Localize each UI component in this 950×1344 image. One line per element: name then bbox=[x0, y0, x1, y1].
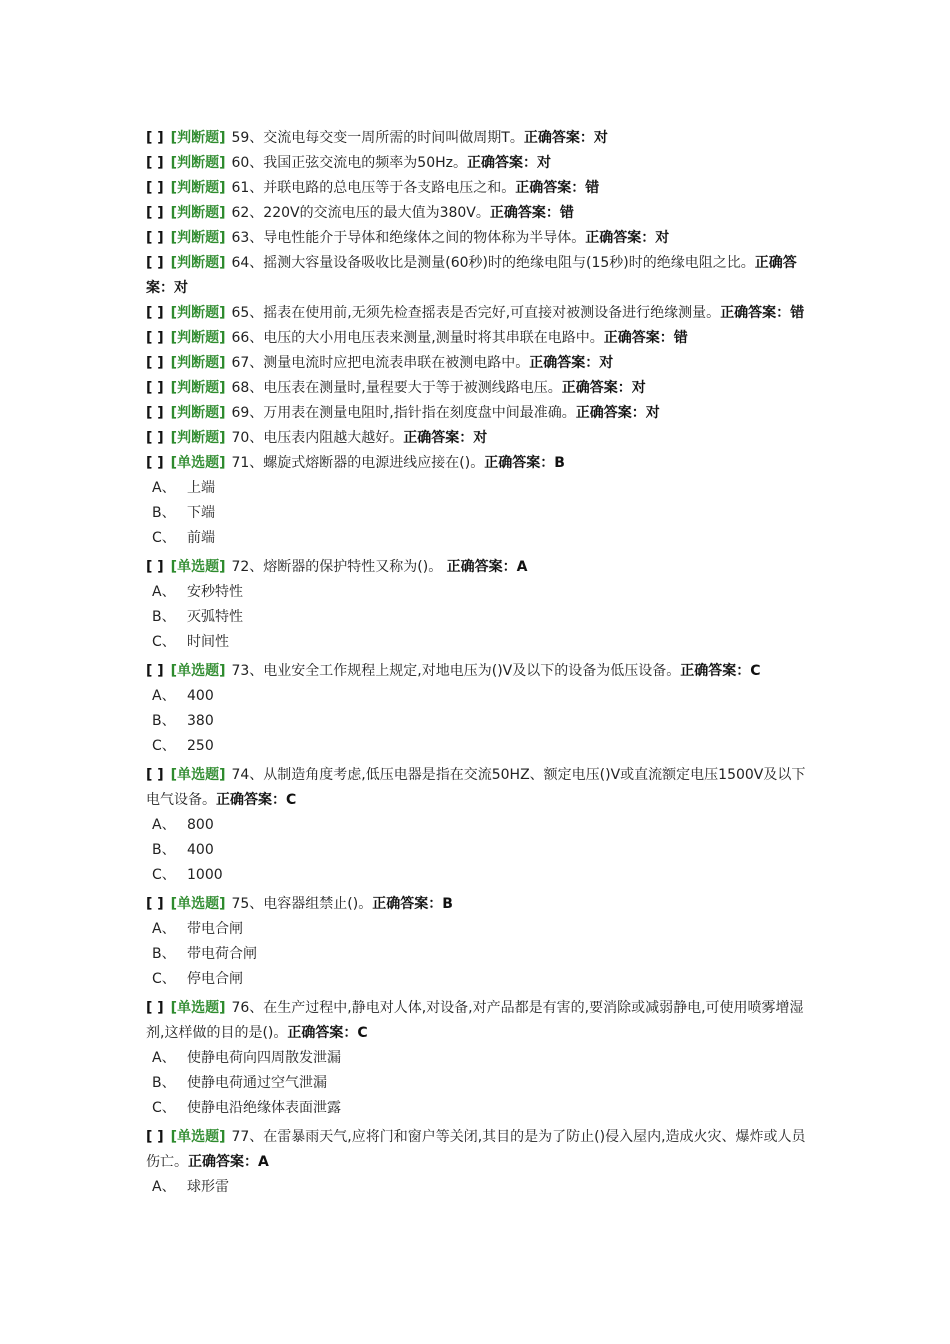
answer-label: 正确答案： bbox=[720, 305, 791, 321]
answer-value: C bbox=[286, 792, 297, 808]
answer-value: 对 bbox=[536, 155, 551, 171]
option-list bbox=[146, 1175, 810, 1200]
answer-label: 正确答案： bbox=[446, 559, 517, 575]
question-type-tag: [判断题] bbox=[170, 430, 226, 446]
question-type-tag: [判断题] bbox=[170, 355, 226, 371]
question-item bbox=[146, 659, 810, 684]
question-item bbox=[146, 763, 810, 813]
question-type-tag: [判断题] bbox=[170, 255, 226, 271]
option-letter: C、 bbox=[152, 971, 176, 987]
question-item bbox=[146, 151, 810, 176]
option-item bbox=[146, 605, 810, 630]
answer-value: 对 bbox=[655, 230, 670, 246]
answer-value: 对 bbox=[645, 405, 660, 421]
option-item bbox=[146, 1175, 810, 1200]
option-text: 带电荷合闸 bbox=[187, 946, 257, 962]
answer-checkbox[interactable]: [ ] bbox=[146, 767, 164, 783]
question-type-tag: [单选题] bbox=[170, 663, 226, 679]
option-text: 250 bbox=[187, 738, 214, 754]
question-text: 76、在生产过程中,静电对人体,对设备,对产品都是有害的,要消除或减弱静电,可使用喷雾增湿剂,这样做的目的是()。 bbox=[146, 1000, 804, 1041]
answer-value: C bbox=[357, 1025, 368, 1041]
answer-checkbox[interactable]: [ ] bbox=[146, 255, 164, 271]
option-item bbox=[146, 967, 810, 992]
option-text: 使静电荷向四周散发泄漏 bbox=[187, 1050, 341, 1066]
question-text: 61、并联电路的总电压等于各支路电压之和。 bbox=[231, 180, 516, 196]
question-text: 77、在雷暴雨天气,应将门和窗户等关闭,其目的是为了防止()侵入屋内,造成火灾、爆炸或人员伤亡。 bbox=[146, 1129, 806, 1170]
answer-label: 正确答案： bbox=[603, 330, 674, 346]
answer-value: C bbox=[750, 663, 761, 679]
option-list bbox=[146, 917, 810, 992]
question-type-tag: [单选题] bbox=[170, 1129, 226, 1145]
choice-question bbox=[146, 451, 810, 551]
answer-value: B bbox=[442, 896, 453, 912]
question-type-tag: [判断题] bbox=[170, 305, 226, 321]
option-text: 前端 bbox=[187, 530, 215, 546]
option-item bbox=[146, 580, 810, 605]
option-letter: B、 bbox=[152, 1075, 176, 1091]
option-list bbox=[146, 1046, 810, 1121]
option-item bbox=[146, 1046, 810, 1071]
question-item bbox=[146, 451, 810, 476]
option-text: 使静电荷通过空气泄漏 bbox=[187, 1075, 327, 1091]
answer-label: 正确答案： bbox=[484, 455, 555, 471]
option-text: 灭弧特性 bbox=[187, 609, 243, 625]
option-item bbox=[146, 526, 810, 551]
choice-question bbox=[146, 996, 810, 1121]
answer-label: 正确答案： bbox=[523, 130, 594, 146]
option-item bbox=[146, 838, 810, 863]
option-item bbox=[146, 917, 810, 942]
option-item bbox=[146, 1071, 810, 1096]
question-text: 67、测量电流时应把电流表串联在被测电路中。 bbox=[231, 355, 530, 371]
answer-value: 对 bbox=[473, 430, 488, 446]
question-text: 73、电业安全工作规程上规定,对地电压为()V及以下的设备为低压设备。 bbox=[231, 663, 681, 679]
answer-checkbox[interactable]: [ ] bbox=[146, 430, 164, 446]
answer-value: 对 bbox=[174, 280, 188, 296]
question-item bbox=[146, 251, 810, 301]
option-text: 下端 bbox=[187, 505, 215, 521]
question-type-tag: [单选题] bbox=[170, 767, 226, 783]
option-text: 使静电沿绝缘体表面泄露 bbox=[187, 1100, 341, 1116]
question-type-tag: [单选题] bbox=[170, 1000, 226, 1016]
answer-label: 正确答案： bbox=[216, 792, 286, 808]
option-letter: C、 bbox=[152, 867, 176, 883]
choice-question bbox=[146, 659, 810, 759]
question-type-tag: [判断题] bbox=[170, 155, 226, 171]
answer-value: 错 bbox=[790, 305, 805, 321]
answer-checkbox[interactable]: [ ] bbox=[146, 380, 164, 396]
question-item bbox=[146, 401, 810, 426]
option-letter: A、 bbox=[152, 688, 176, 704]
option-list bbox=[146, 476, 810, 551]
judgment-question-list bbox=[146, 126, 810, 451]
option-letter: A、 bbox=[152, 584, 176, 600]
option-text: 球形雷 bbox=[187, 1179, 229, 1195]
question-type-tag: [单选题] bbox=[170, 455, 226, 471]
option-item bbox=[146, 709, 810, 734]
question-text: 69、万用表在测量电阻时,指针指在刻度盘中间最准确。 bbox=[231, 405, 576, 421]
answer-label: 正确答案： bbox=[561, 380, 632, 396]
option-text: 带电合闸 bbox=[187, 921, 243, 937]
answer-label: 正确答案： bbox=[680, 663, 751, 679]
answer-value: 错 bbox=[673, 330, 688, 346]
answer-label: 正确答案： bbox=[146, 255, 797, 296]
answer-value: A bbox=[516, 559, 528, 575]
choice-question bbox=[146, 1125, 810, 1200]
answer-checkbox[interactable]: [ ] bbox=[146, 330, 164, 346]
question-item bbox=[146, 351, 810, 376]
answer-value: 对 bbox=[631, 380, 646, 396]
choice-question bbox=[146, 892, 810, 992]
answer-label: 正确答案： bbox=[466, 155, 537, 171]
question-type-tag: [判断题] bbox=[170, 330, 226, 346]
answer-label: 正确答案： bbox=[529, 355, 600, 371]
answer-checkbox[interactable]: [ ] bbox=[146, 559, 164, 575]
choice-question bbox=[146, 763, 810, 888]
option-letter: A、 bbox=[152, 480, 176, 496]
option-letter: C、 bbox=[152, 1100, 176, 1116]
question-text: 63、导电性能介于导体和绝缘体之间的物体称为半导体。 bbox=[231, 230, 586, 246]
option-letter: A、 bbox=[152, 817, 176, 833]
option-text: 安秒特性 bbox=[187, 584, 243, 600]
option-text: 1000 bbox=[187, 867, 223, 883]
question-item bbox=[146, 126, 810, 151]
question-item bbox=[146, 376, 810, 401]
question-item bbox=[146, 555, 810, 580]
option-item bbox=[146, 813, 810, 838]
answer-checkbox[interactable]: [ ] bbox=[146, 305, 164, 321]
option-item bbox=[146, 501, 810, 526]
answer-value: 错 bbox=[559, 205, 574, 221]
answer-label: 正确答案： bbox=[372, 896, 443, 912]
question-text: 66、电压的大小用电压表来测量,测量时将其串联在电路中。 bbox=[231, 330, 604, 346]
option-item bbox=[146, 942, 810, 967]
option-text: 400 bbox=[187, 842, 214, 858]
answer-label: 正确答案： bbox=[489, 205, 560, 221]
option-letter: C、 bbox=[152, 530, 176, 546]
question-text: 65、摇表在使用前,无须先检查摇表是否完好,可直接对被测设备进行绝缘测量。 bbox=[231, 305, 721, 321]
answer-value: B bbox=[554, 455, 565, 471]
question-type-tag: [单选题] bbox=[170, 559, 226, 575]
option-letter: C、 bbox=[152, 738, 176, 754]
question-item bbox=[146, 996, 810, 1046]
option-item bbox=[146, 863, 810, 888]
choice-question-list bbox=[146, 451, 810, 1200]
question-text: 59、交流电每交变一周所需的时间叫做周期T。 bbox=[231, 130, 524, 146]
answer-checkbox[interactable]: [ ] bbox=[146, 355, 164, 371]
question-type-tag: [判断题] bbox=[170, 405, 226, 421]
option-item bbox=[146, 734, 810, 759]
question-type-tag: [判断题] bbox=[170, 130, 226, 146]
answer-checkbox[interactable]: [ ] bbox=[146, 205, 164, 221]
option-text: 停电合闸 bbox=[187, 971, 243, 987]
option-text: 380 bbox=[187, 713, 214, 729]
option-letter: B、 bbox=[152, 946, 176, 962]
option-letter: B、 bbox=[152, 842, 176, 858]
question-item bbox=[146, 301, 810, 326]
option-list bbox=[146, 813, 810, 888]
option-list bbox=[146, 684, 810, 759]
question-text: 68、电压表在测量时,量程要大于等于被测线路电压。 bbox=[231, 380, 562, 396]
option-text: 400 bbox=[187, 688, 214, 704]
option-item bbox=[146, 476, 810, 501]
answer-value: 对 bbox=[593, 130, 608, 146]
question-text: 72、熔断器的保护特性又称为()。 bbox=[231, 559, 447, 575]
answer-checkbox[interactable]: [ ] bbox=[146, 1000, 164, 1016]
question-type-tag: [判断题] bbox=[170, 180, 226, 196]
option-list bbox=[146, 580, 810, 655]
option-item bbox=[146, 684, 810, 709]
option-letter: A、 bbox=[152, 921, 176, 937]
document-page bbox=[146, 126, 810, 1204]
question-type-tag: [判断题] bbox=[170, 205, 226, 221]
question-text: 75、电容器组禁止()。 bbox=[231, 896, 373, 912]
answer-checkbox[interactable]: [ ] bbox=[146, 230, 164, 246]
question-item bbox=[146, 176, 810, 201]
option-letter: C、 bbox=[152, 634, 176, 650]
answer-label: 正确答案： bbox=[287, 1025, 358, 1041]
answer-checkbox[interactable]: [ ] bbox=[146, 455, 164, 471]
option-item bbox=[146, 630, 810, 655]
question-text: 62、220V的交流电压的最大值为380V。 bbox=[231, 205, 490, 221]
answer-value: 对 bbox=[599, 355, 614, 371]
answer-checkbox[interactable]: [ ] bbox=[146, 1129, 164, 1145]
answer-checkbox[interactable]: [ ] bbox=[146, 155, 164, 171]
answer-checkbox[interactable]: [ ] bbox=[146, 180, 164, 196]
question-item bbox=[146, 201, 810, 226]
question-item bbox=[146, 326, 810, 351]
question-type-tag: [单选题] bbox=[170, 896, 226, 912]
option-letter: A、 bbox=[152, 1050, 176, 1066]
question-text: 74、从制造角度考虑,低压电器是指在交流50HZ、额定电压()V或直流额定电压1500V及以下电气设备。 bbox=[146, 767, 806, 808]
answer-value: A bbox=[258, 1154, 269, 1170]
option-letter: B、 bbox=[152, 609, 176, 625]
question-text: 60、我国正弦交流电的频率为50Hz。 bbox=[231, 155, 467, 171]
question-item bbox=[146, 426, 810, 451]
answer-label: 正确答案： bbox=[188, 1154, 258, 1170]
option-letter: B、 bbox=[152, 505, 176, 521]
answer-checkbox[interactable]: [ ] bbox=[146, 896, 164, 912]
question-item bbox=[146, 1125, 810, 1175]
answer-checkbox[interactable]: [ ] bbox=[146, 405, 164, 421]
option-item bbox=[146, 1096, 810, 1121]
option-letter: B、 bbox=[152, 713, 176, 729]
option-letter: A、 bbox=[152, 1179, 176, 1195]
answer-value: 错 bbox=[585, 180, 600, 196]
choice-question bbox=[146, 555, 810, 655]
answer-checkbox[interactable]: [ ] bbox=[146, 130, 164, 146]
option-text: 800 bbox=[187, 817, 214, 833]
question-item bbox=[146, 226, 810, 251]
answer-label: 正确答案： bbox=[403, 430, 474, 446]
option-text: 时间性 bbox=[187, 634, 229, 650]
answer-checkbox[interactable]: [ ] bbox=[146, 663, 164, 679]
answer-label: 正确答案： bbox=[515, 180, 586, 196]
question-type-tag: [判断题] bbox=[170, 380, 226, 396]
question-item bbox=[146, 892, 810, 917]
answer-label: 正确答案： bbox=[585, 230, 656, 246]
question-text: 70、电压表内阻越大越好。 bbox=[231, 430, 404, 446]
question-type-tag: [判断题] bbox=[170, 230, 226, 246]
answer-label: 正确答案： bbox=[575, 405, 646, 421]
question-text: 71、螺旋式熔断器的电源进线应接在()。 bbox=[231, 455, 485, 471]
question-text: 64、摇测大容量设备吸收比是测量(60秒)时的绝缘电阻与(15秒)时的绝缘电阻之比。 bbox=[231, 255, 755, 271]
option-text: 上端 bbox=[187, 480, 215, 496]
